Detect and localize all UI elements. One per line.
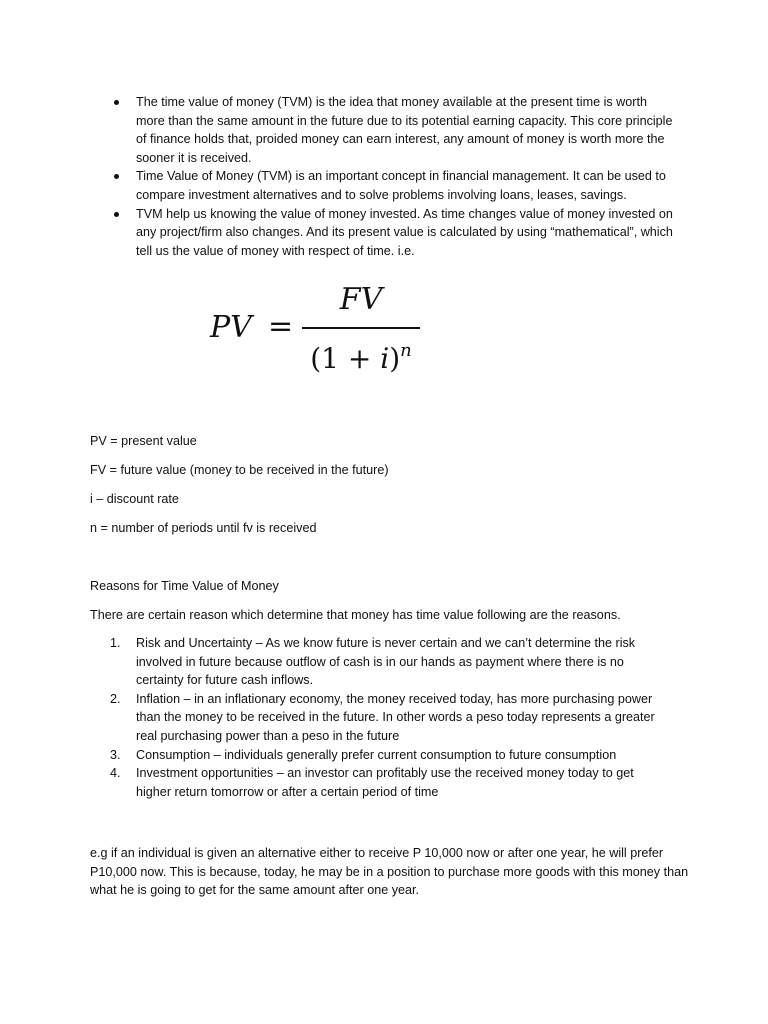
bullet-dot-icon bbox=[114, 212, 119, 217]
formula-equals: = bbox=[268, 309, 294, 344]
denominator-rate: i bbox=[380, 342, 390, 375]
bullet-text: TVM help us knowing the value of money invested. As time changes value of money invested on any project/firm also changes. And its present value is calculated by using “mathematical”, which tell us the value of money with respect of time. i.e. bbox=[136, 206, 673, 258]
bullet-item bbox=[110, 205, 675, 261]
formula-definitions bbox=[90, 432, 690, 548]
reason-text: Inflation – in an inflationary economy, the money received today, has more purchasing power than the money to be received in the future. In other words a peso today represents a greater real purchasing power than a peso in the future bbox=[136, 691, 655, 743]
bullet-text: The time value of money (TVM) is the idea that money available at the present time is worth more than the same amount in the future due to its potential earning capacity. This core principle of finance holds that, proided money can earn interest, any amount of money is worth more the sooner it is received. bbox=[136, 95, 673, 165]
denominator-exponent: n bbox=[400, 340, 412, 361]
reasons-list bbox=[110, 634, 670, 801]
definition-pv: PV = present value bbox=[90, 434, 197, 448]
section-heading: Reasons for Time Value of Money bbox=[90, 579, 279, 593]
reason-text: Consumption – individuals generally prefer current consumption to future consumption bbox=[136, 747, 617, 762]
present-value-formula bbox=[210, 280, 440, 380]
bullet-text: Time Value of Money (TVM) is an important concept in financial management. It can be used to compare investment alternatives and to solve problems involving loans, leases, savings. bbox=[136, 169, 666, 202]
reason-number: 4. bbox=[110, 766, 121, 781]
reason-text: Investment opportunities – an investor can profitably use the received money today to get higher return tomorrow or after a certain period of time bbox=[136, 766, 634, 799]
bullet-item bbox=[110, 93, 675, 167]
reason-number: 2. bbox=[110, 691, 121, 706]
reason-number: 1. bbox=[110, 636, 121, 650]
fraction-bar bbox=[302, 327, 420, 329]
formula-numerator: FV bbox=[339, 282, 383, 317]
reason-number: 3. bbox=[110, 747, 121, 762]
bullet-item bbox=[110, 167, 675, 204]
denominator-open: (1 + bbox=[310, 342, 381, 375]
definition-i: i – discount rate bbox=[90, 492, 179, 507]
reason-item bbox=[110, 634, 670, 690]
bullet-dot-icon bbox=[114, 100, 119, 105]
reason-item bbox=[110, 690, 670, 746]
section-intro: There are certain reason which determine that money has time value following are the reasons. bbox=[90, 608, 621, 622]
definition-fv: FV = future value (money to be received in the future) bbox=[90, 463, 389, 478]
example-paragraph: e.g if an individual is given an alternative either to receive P 10,000 now or after one year, he will prefer P10,000 now. This is because, today, he may be in a position to purchase more goods with this money than what he is going to get for the same amount after one year. bbox=[90, 846, 689, 898]
definition-n: n = number of periods until fv is received bbox=[90, 521, 317, 536]
reason-text: Risk and Uncertainty – As we know future is never certain and we can’t determine the risk involved in future because outflow of cash is in our hands as payment where there is no certainty for future cash inflows. bbox=[136, 636, 636, 688]
reason-item bbox=[110, 764, 670, 801]
tvm-bullet-list bbox=[110, 93, 675, 260]
formula-lhs: PV bbox=[210, 310, 252, 345]
formula-denominator bbox=[302, 333, 420, 377]
reason-item bbox=[110, 746, 670, 765]
denominator-close: ) bbox=[389, 342, 401, 375]
bullet-dot-icon bbox=[114, 174, 119, 179]
